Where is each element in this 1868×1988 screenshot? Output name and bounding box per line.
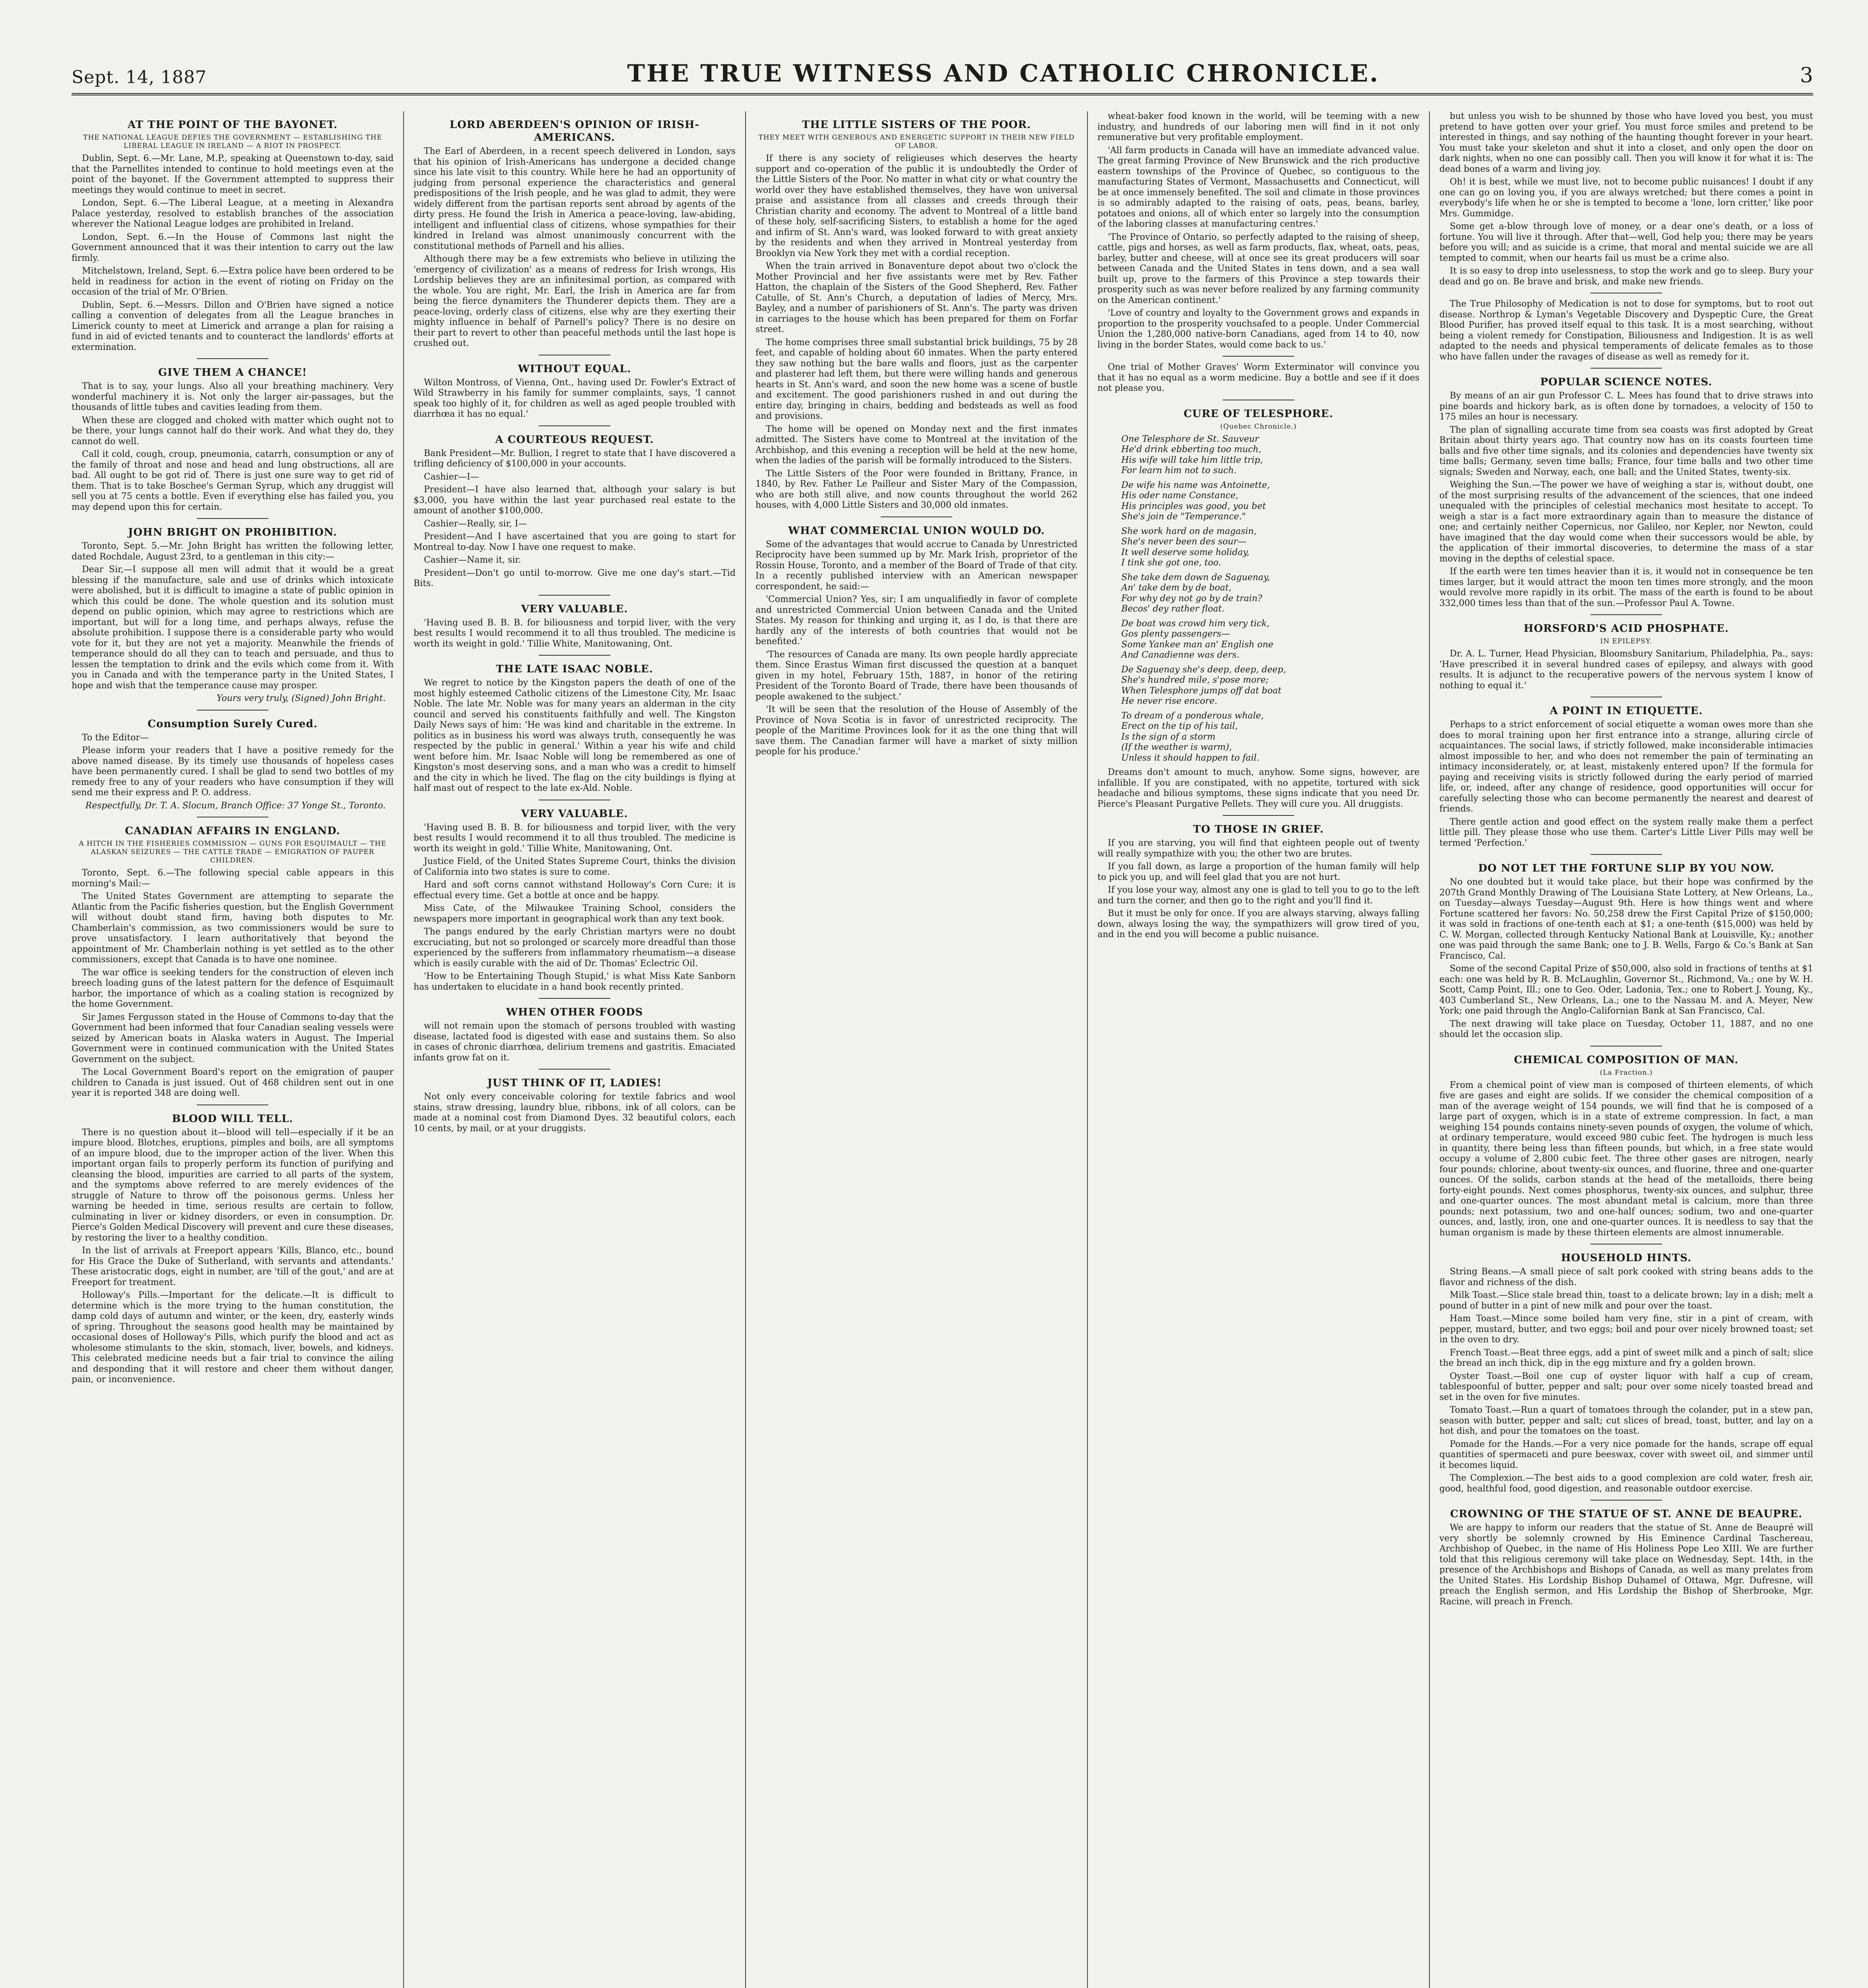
article-paragraph: Miss Cate, of the Milwaukee Training School, considers the newspapers more important in geographical work than any text book.: [414, 903, 736, 924]
article-paragraph: String Beans.—A small piece of salt pork cooked with string beans adds to the flavor and richness of the dish.: [1439, 1267, 1813, 1287]
article-paragraph: 'The Province of Ontario, so perfectly adapted to the raising of sheep, cattle, pigs and horses, as well as farm products, flax, wheat, oats, peas, barley, butter and cheese, will at once see its great producers will soar between Canada and the United States in tens down, and a sea wall built up, prove to the farmers of this Province a step towards their prosperity such as was never before realized by any farming community on the American continent.': [1097, 232, 1419, 305]
article-headline: Consumption Surely Cured.: [148, 718, 318, 730]
column-4: [1097, 111, 1419, 1988]
article-separator: [539, 425, 610, 426]
article-deck: IN EPILEPSY.: [1600, 637, 1652, 645]
article: [1439, 862, 1813, 1040]
article-deck: THE NATIONAL LEAGUE DEFIES THE GOVERNMENT — ESTABLISHING THE LIBERAL LEAGUE IN IRELAND — A RIOT IN PROSPECT.: [83, 134, 382, 150]
article-headline: VERY VALUABLE.: [521, 603, 628, 615]
article-paragraph: When the train arrived in Bonaventure depot about two o'clock the Mother Provincial and her five assistants were met by Rev. Father Hatton, the chaplain of the Sisters of the Good Shepherd, Rev. Father Catulle, of St. Ann's Church, a deputation of ladies of Mercy, Mrs. Bayley, and a number of parishioners of St. Ann's. The party was driven in carriages to the house which has been prepared for them on Forfar street.: [755, 261, 1078, 334]
article-paragraph: It is so easy to drop into uselessness, to stop the work and go to sleep. Bury your dead and go on. Be brave and brisk, and make new friends.: [1439, 266, 1813, 287]
article-paragraph: Although there may be a few extremists who believe in utilizing the 'emergency of civilization' as a means of redress for Irish wrongs, His Lordship believes they are an infinitesimal portion, as compared with the whole. You are right, Mr. Earl, the Irish in America are far from being the fierce dynamiters the Thunderer depicts them. They are a peace-loving, orderly class of citizens, else why are they exerting their mighty influence in behalf of Parnell's policy? There is no desire on their part to revert to other than peaceful methods until the last hope is crushed out.: [414, 254, 736, 348]
article-paragraph: The Little Sisters of the Poor were founded in Brittany, France, in 1840, by Rev. Father Le Pailleur and Sister Mary of the Compassion, who are both still alive, and now counts throughout the world 262 houses, with 4,000 Little Sisters and 30,000 old inmates.: [755, 468, 1078, 510]
article-headline: WHEN OTHER FOODS: [506, 1006, 643, 1018]
article-paragraph: To the Editor—: [82, 732, 149, 743]
article-paragraph: The next drawing will take place on Tuesday, October 11, 1887, and no one should let the occasion slip.: [1439, 1019, 1813, 1039]
article-separator: [881, 516, 952, 517]
article: [414, 1006, 736, 1063]
article-paragraph: From a chemical point of view man is composed of thirteen elements, of which five are gases and eight are solids. If we consider the chemical composition of a man of the average weight of 154 pounds, we will find that he is composed of a large part of oxygen, which is in a state of extreme compression. In fact, a man weighing 154 pounds contains ninety-seven pounds of oxygen, the volume of which, at ordinary temperature, would exceed 980 cubic feet. The hydrogen is much less in quantity, there being less than fifteen pounds, but which, in a free state would occupy a volume of 2,800 cubic feet. The three other gases are nitrogen, nearly four pounds; chlorine, about twenty-six ounces, and fluorine, three and one-quarter ounces. Of the solids, carbon stands at the head of the metalloids, there being forty-eight pounds. Next comes phosphorus, twenty-six ounces, and sulphur, three and one-quarter ounces. The most abundant metal is calcium, more than three pounds; next potassium, two and one-half ounces; sodium, two and one-quarter ounces, and, lastly, iron, one and one-quarter ounces. It is needless to say that the human organism is made by these thirteen elements are almost innumerable.: [1439, 1080, 1813, 1238]
article-deck: (Quebec Chronicle.): [1220, 422, 1297, 431]
article-headline: GIVE THEM A CHANCE!: [158, 367, 307, 379]
article: [1097, 823, 1419, 940]
column-3: [755, 111, 1078, 1988]
article-paragraph: If the earth were ten times heavier than it is, it would not in consequence be ten times larger, but it would attract the moon ten times more strongly, and the moon would revolve more rapidly in its orbit. The mass of the earth is found to be about 332,000 times less than that of the sun.—Professor Paul A. Towne.: [1439, 567, 1813, 608]
article-paragraph: Wilton Montross, of Vienna, Ont., having used Dr. Fowler's Extract of Wild Strawberry in his family for summer complaints, says, 'I cannot speak too highly of it, for children as well as aged people troubled with diarrhœa it has no equal.': [414, 377, 736, 419]
article: [1439, 622, 1813, 691]
column-rule: [403, 111, 404, 1988]
article-paragraph: wheat-baker food known in the world, will be teeming with a new industry, and hundreds of our laboring men will find in it not only remunerative but very profitable employment.: [1097, 111, 1419, 142]
article: [1439, 705, 1813, 848]
column-rule: [745, 111, 746, 1988]
article-paragraph: No one doubted but it would take place, but their hope was confirmed by the 207th Grand Monthly Drawing of The Louisiana State Lottery, at New Orleans, La., on Tuesday—always Tuesday—August 9th. Here is how things went and where Fortune scattered her favors: No. 50,258 drew the First Capital Prize of $150,000; it was sold in fractions of one-tenth each at $1; a one-tenth ($15,000) was held by C. W. Morgan, collected through Kentucky National Bank at Louisville, Ky.; another one was paid through the same Bank; one to J. B. Wells, Fargo & Co.'s Bank at San Francisco, Cal.: [1439, 877, 1813, 961]
poem-stanza: She work hard on de magasin, She's never been des sour— It well deserve some holiday, I tink she got one, too.: [1121, 526, 1257, 568]
page-number: 3: [1800, 64, 1813, 87]
article-paragraph: There gentle action and good effect on the system really make them a perfect little pill. They please those who use them. Carter's Little Liver Pills may well be termed 'Perfection.': [1439, 817, 1813, 848]
article-paragraph: The Complexion.—The best aids to a good complexion are cold water, fresh air, good, healthful food, good digestion, and reasonable outdoor exercise.: [1439, 1473, 1813, 1494]
article-headline: WHAT COMMERCIAL UNION WOULD DO.: [788, 524, 1045, 537]
article-paragraph: Dear Sir,—I suppose all men will admit that it would be a great blessing if the manufacture, sale and use of drinks which intoxicate were abolished, but it is difficult to imagine a state of public opinion in which this could be done. The whole question and its solution must depend on public opinion, which may agree to restrictions which are important, but will for a long time, and perhaps always, refuse the absolute prohibition. I suppose there is a considerable party who would vote for it, but they are not yet a majority. Meanwhile the friends of temperance should do all they can to teach and persuade, and thus to lessen the temptation to drink and the evils which come from it. With you in Canada and with the temperance party in the United States, I hope and wish that the temperance cause may prosper.: [72, 565, 394, 691]
article-paragraph: If you are starving, you will find that eighteen people out of twenty will really sympathize with you; the other two are brutes.: [1097, 838, 1419, 859]
article-paragraph: but unless you wish to be shunned by those who have loved you best, you must pretend to have gotten over your grief. You must force smiles and pretend to be interested in things, and say nothing of the haunting thought forever in your heart. You must take your skeleton and shut it into a closet, and only open the door on dark nights, when no one can possibly call. Then you will know it for what it is: The dead bones of a warm and living joy.: [1439, 111, 1813, 174]
article: [414, 433, 736, 589]
article-paragraph: The True Philosophy of Medication is not to dose for symptoms, but to root out disease. Northrop & Lyman's Vegetable Discovery and Dyspeptic Cure, the Great Blood Purifier, has proved itself equal to this task. It is a most searching, without being a violent remedy for Constipation, Biliousness and Indigestion. It is as well adapted to the needs and physical temperaments of delicate females as to those who have fallen under the ravages of disease as well as remedy for it.: [1439, 299, 1813, 362]
article-separator: [539, 1069, 610, 1070]
article-paragraph: There is no question about it—blood will tell—especially if it be an impure blood. Blotches, eruptions, pimples and boils, are all symptoms of an impure blood, due to the improper action of the liver. When this important organ fails to properly perform its function of purifying and cleansing the blood, impurities are carried to all parts of the system, and the symptoms above referred to are merely evidences of the struggle of Nature to throw off the poisonous germs. Unless her warning be heeded in time, serious results are certain to follow, culminating in liver or kidney disorders, or even in consumption. Dr. Pierce's Golden Medical Discovery will prevent and cure these diseases, by restoring the liver to a healthy condition.: [72, 1127, 394, 1243]
article-paragraph: Pomade for the Hands.—For a very nice pomade for the hands, scrape off equal quantities of spermaceti and pure beeswax, cover with sweet oil, and simmer until it becomes liquid.: [1439, 1439, 1813, 1470]
poem-stanza: De Saguenay she's deep, deep, deep, She's hundred mile, s'pose more; When Telesphore jumps off dat boat He never rise encore.: [1121, 664, 1286, 706]
article: [414, 118, 736, 349]
article-paragraph: In the list of arrivals at Freeport appears 'Kills, Blanco, etc., bound for His Grace the Duke of Sutherland, with servants and attendants.' These aristocratic dogs, eight in number, are 'till of the gout,' and are at Freeport for treatment.: [72, 1246, 394, 1287]
article-headline: A POINT IN ETIQUETTE.: [1550, 705, 1703, 717]
article: [1439, 1054, 1813, 1239]
article: [755, 118, 1078, 511]
poem-stanza: She take dem down de Saguenay, An' take dem by de boat, For why dey not go by de train? Becos' dey rather float.: [1121, 572, 1270, 614]
article-paragraph: Oh! it is best, while we must live, not to become public nuisances! I doubt if any one can go on loving you, if you are always wretched; but there comes a point in everybody's life when he or she is tempted to become a 'lone, lorn critter,' like poor Mrs. Gummidge.: [1439, 177, 1813, 219]
article-paragraph: The war office is seeking tenders for the construction of eleven inch breech loading guns of the latest pattern for the defence of Esquimault harbor, the importance of which as a coaling station is recognized by the home Government.: [72, 967, 394, 1009]
article-headline: AT THE POINT OF THE BAYONET.: [127, 119, 338, 131]
article-paragraph: Cashier—I—: [424, 472, 479, 482]
article-paragraph: Toronto, Sept. 5.—Mr. John Bright has written the following letter, dated Rochdale, August 23rd, to a gentleman in this city:—: [72, 541, 394, 562]
article-paragraph: Oyster Toast.—Boil one cup of oyster liquor with half a cup of cream, tablespoonful of butter, pepper and salt; pour over some nicely toasted bread and set in the oven for five minutes.: [1439, 1371, 1813, 1402]
article-paragraph: If you fall down, as large a proportion of the human family will help to pick you up, and will feel glad that you are not hurt.: [1097, 862, 1419, 882]
article: [414, 1077, 736, 1134]
poem-stanza: One Telesphore de St. Sauveur He'd drink ebberting too much, His wife will take him little trip, For learn him not to such.: [1121, 434, 1263, 476]
article-paragraph: Justice Field, of the United States Supreme Court, thinks the division of California into two states is sure to come.: [414, 856, 736, 877]
article-paragraph: When these are clogged and choked with matter which ought not to be there, your lungs cannot half do their work. And what they do, they cannot do well.: [72, 415, 394, 447]
article-separator: [539, 655, 610, 656]
article-headline: JUST THINK OF IT, LADIES!: [487, 1077, 662, 1089]
article-separator: [539, 595, 610, 596]
article: [755, 524, 1078, 757]
article-separator: [197, 710, 268, 711]
column-2: [414, 111, 736, 1988]
article: [1439, 299, 1813, 362]
article-paragraph: Bank President—Mr. Bullion, I regret to state that I have discovered a trifling deficiency of $100,000 in your accounts.: [414, 448, 736, 469]
article-paragraph: Mitchelstown, Ireland, Sept. 6.—Extra police have been ordered to be held in readiness for action in the event of rioting on Friday on the occasion of the trial of Mr. O'Brien.: [72, 266, 394, 297]
article: [1439, 1508, 1813, 1607]
article-signature: Yours very truly, (Signed) John Bright.: [216, 693, 386, 703]
column-rule: [1087, 111, 1088, 1988]
article-paragraph: If you lose your way, almost any one is glad to tell you to go to the left and turn the corner, and then go to the right and you'll find it.: [1097, 885, 1419, 906]
article-separator: [1590, 854, 1662, 855]
article-paragraph: 'How to be Entertaining Though Stupid,' is what Miss Kate Sanborn has undertaken to elucidate in a hand book recently printed.: [414, 971, 736, 992]
article-paragraph: President—And I have ascertained that you are going to start for Montreal to-day. Now I have one request to make.: [414, 532, 736, 552]
article: [72, 118, 394, 353]
article-paragraph: Cashier—Really, sir, I—: [424, 518, 527, 529]
article-paragraph: Dreams don't amount to much, anyhow. Some signs, however, are infallible. If you are constipated, with no appetite, tortured with sick headache and bilious symptoms, these signs indicate that you need Dr. Pierce's Pleasant Purgative Pellets. They will cure you. All druggists.: [1097, 767, 1419, 809]
article: [72, 1112, 394, 1385]
article-headline: DO NOT LET THE FORTUNE SLIP BY YOU NOW.: [1478, 862, 1775, 874]
article-headline: JOHN BRIGHT ON PROHIBITION.: [128, 526, 337, 538]
article-headline: CURE OF TELESPHORE.: [1183, 408, 1334, 420]
article-paragraph: London, Sept. 6.—The Liberal League, at a meeting in Alexandra Palace yesterday, resolved to establish branches of the association wherever the National League lodges are prohibited in Ireland.: [72, 198, 394, 229]
article: [72, 526, 394, 704]
article: [72, 718, 394, 812]
article-paragraph: French Toast.—Beat three eggs, add a pint of sweet milk and a pinch of salt; slice the bread an inch thick, dip in the egg mixture and fry a golden brown.: [1439, 1347, 1813, 1368]
column-5-6: [1439, 111, 1813, 1988]
masthead: [72, 60, 1813, 95]
article-paragraph: Milk Toast.—Slice stale bread thin, toast to a delicate brown; lay in a dish; melt a pound of butter in a pint of new milk and pour over the toast.: [1439, 1290, 1813, 1311]
article-paragraph: The Earl of Aberdeen, in a recent speech delivered in London, says that his opinion of Irish-Americans has undergone a decided change since his late visit to this country. While here he had an opportunity of judging from personal experience the characteristics and general predispositions of the Irish people, and he was glad to admit, they were widely different from the partisan reports sent abroad by agents of the dirty press. He found the Irish in America a peace-loving, law-abiding, intelligent and influential class of citizens, whose sympathies for their kindred in Ireland was almost unanimously concurrent with the constitutional methods of Parnell and his allies.: [414, 146, 736, 251]
article-paragraph: If there is any society of religieuses which deserves the hearty support and co-operation of the public it is undoubtedly the Order of the Little Sisters of the Poor. No matter in what city or what country the world over they have established themselves, they have won universal praise and assistance from all classes and creeds through their Christian charity and economy. The advent to Montreal of a little band of these holy, self-sacrificing Sisters, to establish a home for the aged and infirm of St. Ann's ward, was looked forward to with great anxiety by the residents and when they arrived in Montreal yesterday from Brooklyn via New York they met with a cordial reception.: [755, 153, 1078, 258]
article-deck: (La Fraction.): [1600, 1068, 1653, 1077]
article-paragraph: But it must be only for once. If you are always starving, always falling down, always losing the way, the sympathizers will grow tired of you, and in the end you will become a public nuisance.: [1097, 909, 1419, 940]
article-separator: [1590, 614, 1662, 615]
article-headline: WITHOUT EQUAL.: [518, 363, 631, 375]
article: [414, 603, 736, 650]
article-paragraph: Call it cold, cough, croup, pneumonia, catarrh, consumption or any of the family of throat and nose and head and lung obstructions, all are bad. All ought to be got rid of. There is just one sure way to get rid of them. That is to take Boschee's German Syrup, which any druggist will sell you at 75 cents a bottle. Even if everything else has failed you, you may depend upon this for certain.: [72, 449, 394, 512]
article-separator: [1590, 368, 1662, 369]
article-separator: [1590, 1500, 1662, 1501]
article-headline: VERY VALUABLE.: [521, 808, 628, 820]
article-paragraph: The home will be opened on Monday next and the first inmates admitted. The Sisters have come to Montreal at the invitation of the Archbishop, and this evening a reception will be held at the new home, when the ladies of the parish will be formally introduced to the Sisters.: [755, 424, 1078, 466]
article: [1439, 111, 1813, 287]
article: [1439, 376, 1813, 609]
article-paragraph: We are happy to inform our readers that the statue of St. Anne de Beaupré will very shortly be solemnly crowned by His Eminence Cardinal Taschereau, Archbishop of Quebec, in the name of His Holiness Pope Leo XIII. We are further told that this religious ceremony will take place on Wednesday, Sept. 14th, in the presence of the Archbishops and Bishops of Canada, as well as many prelates from the United States. His Lordship Bishop Duhamel of Ottawa, Mgr. Dufresne, will preach the English sermon, and His Lordship the Bishop of Sherbrooke, Mgr. Racine, will preach in French.: [1439, 1523, 1813, 1607]
article-signature: Respectfully, Dr. T. A. Slocum, Branch Office: 37 Yonge St., Toronto.: [85, 800, 386, 811]
article-paragraph: One trial of Mother Graves' Worm Exterminator will convince you that it has no equal as a worm medicine. Buy a bottle and see if it does not please you.: [1097, 362, 1419, 393]
article-paragraph: President—I have also learned that, although your salary is but $3,000, you have within the last year purchased real estate to the amount of another $100,000.: [414, 485, 736, 516]
poem-stanza: De wife his name was Antoinette, His oder name Constance, His principles was good, you bet She's join de "Temperance.": [1121, 480, 1270, 522]
article-paragraph: That is to say, your lungs. Also all your breathing machinery. Very wonderful machinery it is. Not only the larger air-passages, but the thousands of little tubes and cavities leading from them.: [72, 381, 394, 412]
poem-stanza: De boat was crowd him very tick, Gos plenty passengers— Some Yankee man an' English one And Canadienne was ders.: [1121, 618, 1274, 660]
article-paragraph: The pangs endured by the early Christian martyrs were no doubt excruciating, but not so prolonged or scarcely more dreadful than those experienced by the sufferers from inflammatory rheumatism—a disease which is easily curable with the aid of Dr. Thomas' Eclectric Oil.: [414, 927, 736, 969]
poem-stanza: To dream of a ponderous whale, Erect on the tip of his tail, Is the sign of a storm (If the weather is warm), Unless it should happen to fail.: [1121, 711, 1264, 763]
article: [1097, 111, 1419, 350]
article-paragraph: 'The resources of Canada are many. Its own people hardly appreciate them. Since Erastus Wiman first discussed the question at a banquet given in my hotel, February 15th, 1887, in honor of the retiring President of the Toronto Board of Trade, there have been thousands of people awakened to the subject.': [755, 649, 1078, 702]
article-paragraph: London, Sept. 6.—In the House of Commons last night the Government announced that it was their intention to carry out the law firmly.: [72, 232, 394, 263]
article-separator: [197, 358, 268, 359]
newspaper-page: [72, 60, 1813, 1988]
article-deck: A HITCH IN THE FISHERIES COMMISSION — GUNS FOR ESQUIMAULT — THE ALASKAN SEIZURES — THE CATTLE TRADE — EMIGRATION OF PAUPER CHILDREN.: [79, 840, 386, 864]
article-paragraph: Sir James Fergusson stated in the House of Commons to-day that the Government had been informed that four Canadian sealing vessels were seized by American boats in Alaska waters in August. The Imperial Government were in continued communication with the United States Government on the subject.: [72, 1012, 394, 1064]
article-paragraph: The United States Government are attempting to separate the Atlantic from the Pacific fisheries question, but the English Government will without doubt stand firm, having both disputes to Mr. Chamberlain's commission, as two commissioners would be sure to prove unsatisfactory. I learn authoritatively that beyond the appointment of Mr. Chamberlain nothing is yet settled as to the other commissioners, except that Canada is to have one nominee.: [72, 891, 394, 965]
article-paragraph: Some of the advantages that would accrue to Canada by Unrestricted Reciprocity have been summed up by Mr. Mark Irish, proprietor of the Rossin House, Toronto, and a member of the Board of Trade of that city. In a recently published interview with an American newspaper correspondent, he said:—: [755, 539, 1078, 592]
issue-date: Sept. 14, 1887: [72, 67, 207, 87]
article-separator: [1223, 356, 1294, 357]
article-separator: [197, 518, 268, 519]
article: [1439, 1252, 1813, 1494]
column-rule: [1429, 111, 1430, 1988]
article: [72, 825, 394, 1099]
article-paragraph: Weighing the Sun.—The power we have of weighing a star is, without doubt, one of the most surprising results of the advancement of the sciences, that one indeed unequaled with the principles of celestial mechanics most hesitate to accept. To weigh a star is a fact more extraordinary again than to measure the distance of one; and certainly neither Copernicus, nor Galileo, nor Kepler, nor Newton, could have imagined that the day would come when their successors would be able, by the application of their immortal discoveries, to determine the mass of a star moving in the depths of celestial space.: [1439, 480, 1813, 564]
article-separator: [539, 998, 610, 999]
article-paragraph: will not remain upon the stomach of persons troubled with wasting disease, lactated food is digested with ease and sustains them. So also in cases of chronic diarrhœa, delirium tremens and gastritis. Emaciated infants grow fat on it.: [414, 1021, 736, 1063]
article-headline: POPULAR SCIENCE NOTES.: [1540, 376, 1713, 388]
article: [1097, 362, 1419, 394]
article-paragraph: Please inform your readers that I have a positive remedy for the above named disease. By its timely use thousands of hopeless cases have been permanently cured. I shall be glad to send two bottles of my remedy free to any of your readers who have consumption if they will send me their express and P. O. address.: [72, 746, 394, 798]
article-paragraph: Cashier—Name it, sir.: [424, 555, 521, 565]
article-paragraph: Ham Toast.—Mince some boiled ham very fine, stir in a pint of cream, with pepper, mustard, butter, and two eggs; boil and pour over nicely browned toast; set in the oven to dry.: [1439, 1314, 1813, 1345]
article-paragraph: We regret to notice by the Kingston papers the death of one of the most highly esteemed Catholic citizens of the Limestone City, Mr. Isaac Noble. The late Mr. Noble was for many years an alderman in the city council and served his constituents faithfully and well. The Kingston Daily News says of him: 'He was kind and charitable in the extreme. In politics as in business his word was always truth, consequently he was respected by the public in general.' Within a year his wife and child went before him. Mr. Isaac Noble will long be remembered as one of Kingston's most deserving sons, and a man who was a credit to himself and the city in which he lived. The flag on the city buildings is flying at half mast out of respect to the late ex-Ald. Noble.: [414, 678, 736, 793]
article-headline: TO THOSE IN GRIEF.: [1193, 823, 1324, 835]
article-paragraph: 'Having used B. B. B. for biliousness and torpid liver, with the very best results I would recommend it to all thus troubled. The medicine is worth its weight in gold.' Tillie White, Manitowaning, Ont.: [414, 617, 736, 649]
article-headline: CROWNING OF THE STATUE OF ST. ANNE DE BEAUPRE.: [1450, 1508, 1803, 1520]
article-paragraph: Perhaps to a strict enforcement of social etiquette a woman owes more than she does to moral training upon her first entrance into a strange, alluring circle of acquaintances. The social laws, if strictly followed, make inconsiderable intimacies almost impossible to her, and who does not remember the pain of terminating an intimacy inconsiderately, or, at least, mistakenly entered upon? If the formula for paying and receiving visits is strictly followed during the early period of married life, or, indeed, after any change of residence, good opportunities will occur for carefully selecting those who can become permanently the nearest and dearest of friends.: [1439, 720, 1813, 814]
article-paragraph: 'Love of country and loyalty to the Government grows and expands in proportion to the prosperity vouchsafed to a people. Under Commercial Union the 1,280,000 native-born Canadians, aged from 14 to 40, now living in the border States, would come back to us.': [1097, 308, 1419, 350]
article-paragraph: Dublin, Sept. 6.—Mr. Lane, M.P., speaking at Queenstown to-day, said that the Parnellites intended to continue to hold meetings even at the point of the bayonet. If the Government attempted to suppress their meetings they would continue to meet in secret.: [72, 153, 394, 195]
article-paragraph: 'It will be seen that the resolution of the House of Assembly of the Province of Nova Scotia is in favor of unrestricted reciprocity. The people of the Maritime Provinces look for it as the one thing that will save them. The Canadian farmer will have a market of sixty million people for his produce.': [755, 705, 1078, 757]
article-paragraph: Some of the second Capital Prize of $50,000, also sold in fractions of tenths at $1 each: one was held by R. B. McLaughlin, Governor St., Richmond, Va.; one by W. H. Scott, Camp Point, Ill.; one to Geo. Oder, Ladonia, Tex.; one to Robert J. Young, Ky., 403 Cumberland St., New Orleans, La.; one to the Nassau M. and A. Meyer, New York; one paid through the Anglo-Californian Bank at San Francisco, Cal.: [1439, 964, 1813, 1016]
article-paragraph: 'Having used B. B. B. for biliousness and torpid liver, with the very best results I would recommend it to all thus troubled. The medicine is worth its weight in gold.' Tillie White, Manitowaning, Ont.: [414, 822, 736, 854]
article-paragraph: Holloway's Pills.—Important for the delicate.—It is difficult to determine which is the more trying to the human constitution, the damp cold days of autumn and winter, or the keen, dry, easterly winds of spring. Throughout the seasons good health may be maintained by occasional doses of Holloway's Pills, which purify the blood and act as wholesome stimulants to the skin, stomach, liver, bowels, and kidneys. This celebrated medicine needs but a fair trial to convince the ailing and desponding that it will restore and cheer them without danger, pain, or inconvenience.: [72, 1290, 394, 1384]
article-headline: HORSFORD'S ACID PHOSPHATE.: [1524, 623, 1729, 635]
newspaper-title: THE TRUE WITNESS AND CATHOLIC CHRONICLE.: [627, 60, 1380, 87]
article-headline: BLOOD WILL TELL.: [172, 1112, 293, 1125]
article-paragraph: Not only every conceivable coloring for textile fabrics and wool stains, straw dressing, laundry blue, ribbons, ink of all colors, can be made at a nominal cost from Diamond Dyes. 32 beautiful colors, each 10 cents, by mail, or at your druggists.: [414, 1092, 736, 1134]
article-paragraph: Dr. A. L. Turner, Head Physician, Bloomsbury Sanitarium, Philadelphia, Pa., says: 'Have prescribed it in several hundred cases of epilepsy, and always with good results. It is adjunct to the recuperative powers of the nervous system I know of nothing to equal it.': [1439, 649, 1813, 691]
article: [414, 663, 736, 794]
article-headline: HOUSEHOLD HINTS.: [1561, 1252, 1692, 1264]
article-headline: A COURTEOUS REQUEST.: [495, 433, 654, 446]
article-headline: LORD ABERDEEN'S OPINION OF IRISH-AMERICANS.: [449, 119, 700, 144]
article-paragraph: The home comprises three small substantial brick buildings, 75 by 28 feet, and capable of holding about 60 inmates. When the party entered they saw nothing but the bare walls and floors, just as the carpenter and plasterer had left them, but there were willing hands and generous hearts in St. Ann's ward, and soon the new home was a scene of bustle and excitement. The good parishioners rushed in and out during the entire day, bringing in chairs, bedding and bedsteads as well as food and provisions.: [755, 337, 1078, 421]
article-paragraph: By means of an air gun Professor C. L. Mees has found that to drive straws into pine boards and hickory bark, as is often done by tornadoes, a velocity of 150 to 175 miles an hour is necessary.: [1439, 391, 1813, 422]
article-headline: CANADIAN AFFAIRS IN ENGLAND.: [125, 825, 340, 837]
article-paragraph: Hard and soft corns cannot withstand Holloway's Corn Cure; it is effectual every time. Get a bottle at once and be happy.: [414, 880, 736, 901]
article-paragraph: 'All farm products in Canada will have an immediate advanced value. The great farming Province of New Brunswick and the rich productive eastern townships of the Province of Quebec, so contiguous to the manufacturing States of Vermont, Massachusetts and Connecticut, will be at once immensely benefited. The soil and climate in those provinces is so admirably adapted to the raising of oats, peas, beans, barley, potatoes and onions, all of which enter so largely into the consumption of the laboring classes at manufacturing centres.': [1097, 145, 1419, 229]
article-paragraph: President—Don't go until to-morrow. Give me one day's start.—Tid Bits.: [414, 568, 736, 588]
article-paragraph: 'Commercial Union? Yes, sir; I am unqualifiedly in favor of complete and unrestricted Commercial Union between Canada and the United States. My reason for thinking and urging it, as I do, is that there are hardly any of the interests of both countries that would not be benefited.': [755, 594, 1078, 646]
article-headline: THE LITTLE SISTERS OF THE POOR.: [802, 119, 1031, 131]
column-1: [72, 111, 394, 1988]
article: [72, 366, 394, 513]
article-paragraph: Dublin, Sept. 6.—Messrs. Dillon and O'Brien have signed a notice calling a convention of delegates from all the League branches in Limerick county to meet at Limerick and arrange a plan for raising a fund in aid of evicted tenants and to counteract the landlords' efforts at extermination.: [72, 300, 394, 352]
article: [414, 808, 736, 993]
article-paragraph: The plan of signalling accurate time from sea coasts was first adopted by Great Britain about thirty years ago. That country now has on its coasts fourteen time balls and five other time signals, and its colonies and dependencies have twenty six time balls; Germany, seven time balls; France, four time balls and two other time signals; Sweden and Norway, each, one ball; and the United States, twenty-six.: [1439, 425, 1813, 477]
article-paragraph: Tomato Toast.—Run a quart of tomatoes through the colander, put in a stew pan, season with butter, pepper and salt; cut slices of bread, toast, butter, and lay on a hot dish, and pour the tomatoes on the toast.: [1439, 1405, 1813, 1436]
article-paragraph: Some get a-blow through love of money, or a dear one's death, or a loss of fortune. You will live it through. After that—well, God help you; there may be years before you will; and as suicide is a crime, that moral and mental suicide we are all tempted to commit, when our hearts fail us must be a crime also.: [1439, 221, 1813, 263]
article: [1097, 408, 1419, 810]
article-paragraph: Toronto, Sept. 6.—The following special cable appears in this morning's Mail:—: [72, 868, 394, 889]
article-headline: THE LATE ISAAC NOBLE.: [496, 663, 653, 675]
article: [414, 363, 736, 420]
article-deck: THEY MEET WITH GENEROUS AND ENERGETIC SUPPORT IN THEIR NEW FIELD OF LABOR.: [758, 134, 1075, 150]
article-separator: [1223, 815, 1294, 816]
article-paragraph: The Local Government Board's report on the emigration of pauper children to Canada is just issued. Out of 468 children sent out in one year it is reported 348 are doing well.: [72, 1067, 394, 1098]
article-headline: CHEMICAL COMPOSITION OF MAN.: [1514, 1054, 1739, 1066]
